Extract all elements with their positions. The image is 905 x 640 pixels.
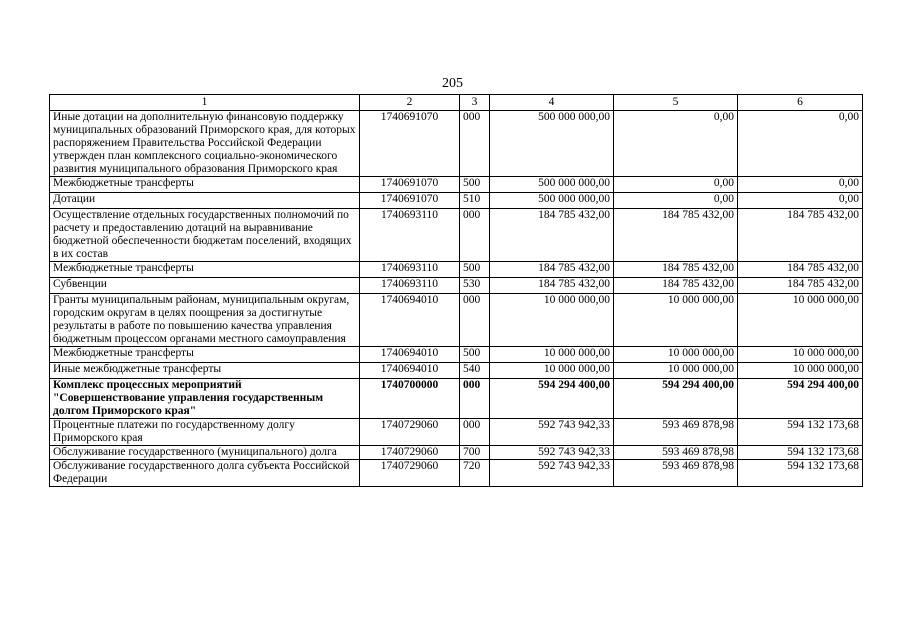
row-name: Межбюджетные трансферты: [50, 347, 360, 363]
row-name: Межбюджетные трансферты: [50, 177, 360, 193]
row-expense-group: 500: [460, 177, 490, 193]
budget-table: [49, 94, 863, 487]
row-amount-2: 593 469 878,98: [614, 460, 738, 487]
column-header: 3: [460, 95, 490, 111]
row-target-code: 1740729060: [360, 419, 460, 446]
row-target-code: 1740693110: [360, 262, 460, 278]
row-amount-1: 592 743 942,33: [490, 419, 614, 446]
row-target-code: 1740693110: [360, 278, 460, 294]
row-amount-2: 0,00: [614, 177, 738, 193]
row-amount-2: 10 000 000,00: [614, 294, 738, 347]
table-row: [50, 262, 863, 278]
row-expense-group: 720: [460, 460, 490, 487]
row-name: Межбюджетные трансферты: [50, 262, 360, 278]
column-header: 2: [360, 95, 460, 111]
row-amount-1: 594 294 400,00: [490, 379, 614, 419]
column-header: 4: [490, 95, 614, 111]
row-name: Комплекс процессных мероприятий "Совершенствование управления государственным долгом Приморского края": [50, 379, 360, 419]
row-amount-2: 594 294 400,00: [614, 379, 738, 419]
row-expense-group: 000: [460, 379, 490, 419]
row-expense-group: 500: [460, 347, 490, 363]
page-number: 205: [442, 76, 463, 91]
row-amount-3: 594 132 173,68: [738, 419, 863, 446]
row-amount-1: 10 000 000,00: [490, 363, 614, 379]
row-expense-group: 700: [460, 446, 490, 460]
table-row: [50, 177, 863, 193]
row-target-code: 1740729060: [360, 446, 460, 460]
row-amount-2: 593 469 878,98: [614, 419, 738, 446]
row-name: Процентные платежи по государственному долгу Приморского края: [50, 419, 360, 446]
row-expense-group: 000: [460, 209, 490, 262]
row-amount-1: 592 743 942,33: [490, 446, 614, 460]
row-name: Иные дотации на дополнительную финансовую поддержку муниципальных образований Приморского края, для которых распоряжением Правительства Российской Федерации утвержден план комплексного социально-экономического развития муниципального образования Приморского края: [50, 111, 360, 177]
row-amount-3: 594 132 173,68: [738, 446, 863, 460]
row-name: Дотации: [50, 193, 360, 209]
row-amount-2: 184 785 432,00: [614, 262, 738, 278]
row-amount-3: 0,00: [738, 111, 863, 177]
table-row: [50, 419, 863, 446]
row-amount-1: 184 785 432,00: [490, 278, 614, 294]
row-target-code: 1740691070: [360, 193, 460, 209]
column-header: 1: [50, 95, 360, 111]
row-amount-1: 500 000 000,00: [490, 111, 614, 177]
row-expense-group: 000: [460, 294, 490, 347]
row-amount-3: 594 294 400,00: [738, 379, 863, 419]
row-amount-3: 594 132 173,68: [738, 460, 863, 487]
table-row: [50, 347, 863, 363]
row-target-code: 1740729060: [360, 460, 460, 487]
row-amount-2: 593 469 878,98: [614, 446, 738, 460]
table-row: [50, 111, 863, 177]
row-target-code: 1740700000: [360, 379, 460, 419]
row-target-code: 1740694010: [360, 294, 460, 347]
row-amount-2: 0,00: [614, 193, 738, 209]
row-amount-2: 10 000 000,00: [614, 347, 738, 363]
row-target-code: 1740694010: [360, 347, 460, 363]
row-amount-3: 184 785 432,00: [738, 209, 863, 262]
row-name: Обслуживание государственного (муниципального) долга: [50, 446, 360, 460]
row-target-code: 1740691070: [360, 177, 460, 193]
row-target-code: 1740691070: [360, 111, 460, 177]
row-expense-group: 500: [460, 262, 490, 278]
row-amount-2: 10 000 000,00: [614, 363, 738, 379]
column-header: 6: [738, 95, 863, 111]
row-expense-group: 000: [460, 111, 490, 177]
row-amount-2: 184 785 432,00: [614, 209, 738, 262]
row-amount-1: 184 785 432,00: [490, 209, 614, 262]
row-expense-group: 000: [460, 419, 490, 446]
row-amount-3: 10 000 000,00: [738, 347, 863, 363]
row-amount-1: 10 000 000,00: [490, 294, 614, 347]
table-row: [50, 446, 863, 460]
row-target-code: 1740694010: [360, 363, 460, 379]
row-target-code: 1740693110: [360, 209, 460, 262]
row-amount-2: 0,00: [614, 111, 738, 177]
table-row: [50, 193, 863, 209]
row-amount-2: 184 785 432,00: [614, 278, 738, 294]
row-expense-group: 510: [460, 193, 490, 209]
table-row: [50, 209, 863, 262]
row-name: Обслуживание государственного долга субъекта Российской Федерации: [50, 460, 360, 487]
row-amount-3: 184 785 432,00: [738, 278, 863, 294]
row-amount-3: 10 000 000,00: [738, 294, 863, 347]
row-name: Гранты муниципальным районам, муниципальным округам, городским округам в целях поощрения за достигнутые результаты в работе по повышению качества управления бюджетным процессом органами местного самоуправления: [50, 294, 360, 347]
row-amount-1: 500 000 000,00: [490, 177, 614, 193]
table-row: [50, 294, 863, 347]
row-name: Осуществление отдельных государственных полномочий по расчету и предоставлению дотаций на выравнивание бюджетной обеспеченности бюджетам поселений, входящих в их состав: [50, 209, 360, 262]
column-header: 5: [614, 95, 738, 111]
table-row-section: [50, 379, 863, 419]
table-row: [50, 278, 863, 294]
row-amount-1: 184 785 432,00: [490, 262, 614, 278]
row-expense-group: 540: [460, 363, 490, 379]
row-amount-3: 0,00: [738, 177, 863, 193]
row-amount-1: 592 743 942,33: [490, 460, 614, 487]
row-amount-3: 10 000 000,00: [738, 363, 863, 379]
row-name: Субвенции: [50, 278, 360, 294]
row-amount-1: 500 000 000,00: [490, 193, 614, 209]
row-amount-3: 184 785 432,00: [738, 262, 863, 278]
row-expense-group: 530: [460, 278, 490, 294]
table-header-row: [50, 95, 863, 111]
table-row: [50, 460, 863, 487]
row-name: Иные межбюджетные трансферты: [50, 363, 360, 379]
row-amount-1: 10 000 000,00: [490, 347, 614, 363]
table-row: [50, 363, 863, 379]
row-amount-3: 0,00: [738, 193, 863, 209]
